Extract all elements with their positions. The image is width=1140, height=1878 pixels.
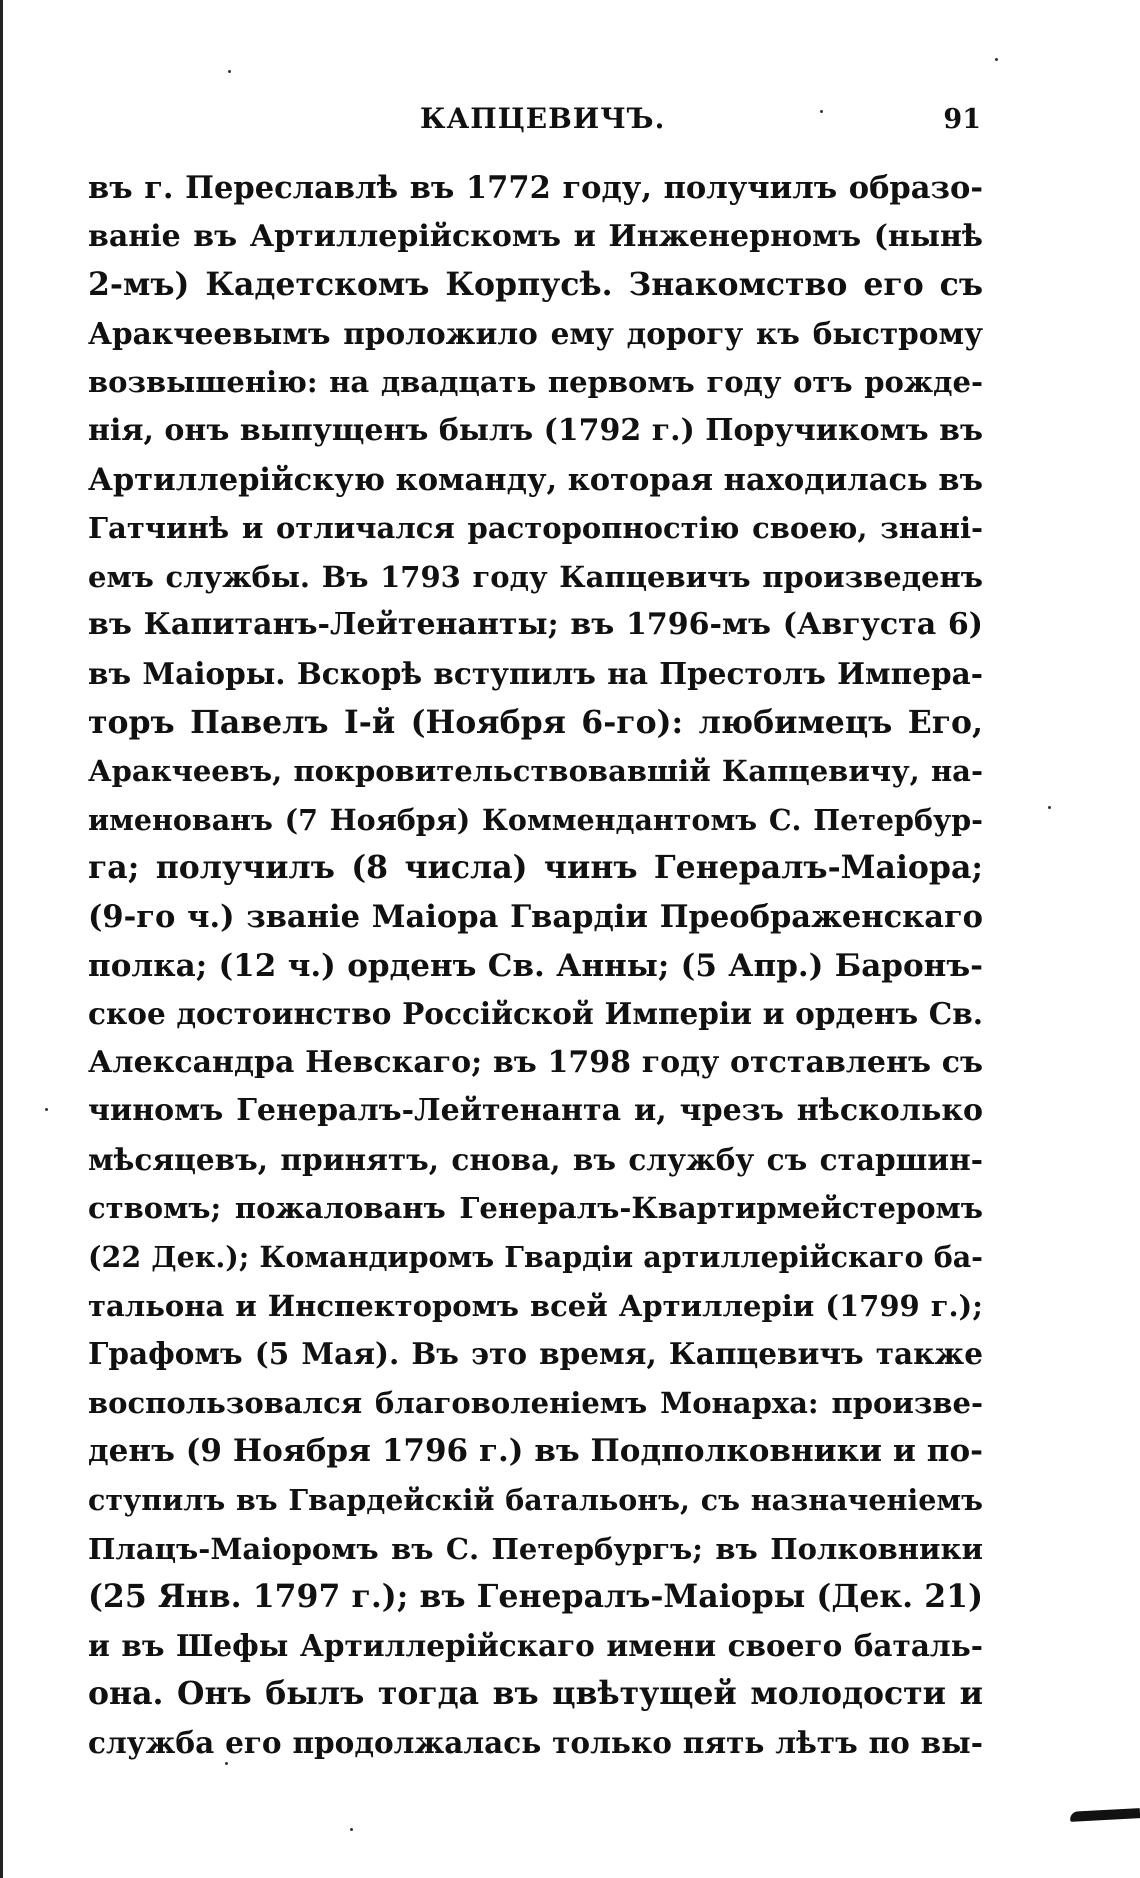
text-line: нія, онъ выпущенъ былъ (1792 г.) Поручикомъ въ: [88, 412, 983, 448]
scan-speck: [820, 110, 823, 113]
page-header: [85, 102, 985, 146]
text-line: воспользовался благоволеніемъ Монарха: произве-: [88, 1385, 983, 1420]
text-line: ступилъ въ Гвардейскій батальонъ, съ назначеніемъ: [88, 1483, 983, 1518]
text-line: возвышенію: на двадцать первомъ году отъ рожде-: [88, 365, 983, 400]
text-line: ствомъ; пожалованъ Генералъ-Квартирмейстеромъ: [88, 1191, 983, 1226]
text-line: въ Капитанъ-Лейтенанты; въ 1796-мъ (Августа 6): [88, 607, 983, 643]
text-line: именованъ (7 Ноября) Коммендантомъ С. Петербур-: [88, 802, 983, 837]
scan-speck: [1048, 806, 1051, 809]
text-line: (22 Дек.); Командиромъ Гвардіи артиллерійскаго ба-: [88, 1240, 983, 1275]
text-line: (9-го ч.) званіе Маіора Гвардіи Преображенскаго: [88, 898, 983, 935]
text-line: торъ Павелъ I-й (Ноября 6-го): любимецъ Его,: [88, 703, 983, 741]
scan-speck: [995, 58, 998, 61]
text-line: Плацъ-Маіоромъ въ С. Петербургъ; въ Полковники: [88, 1531, 983, 1566]
text-line: емъ службы. Въ 1793 году Капцевичъ произведенъ: [88, 559, 983, 594]
text-line: Аракчеевымъ проложило ему дорогу къ быстрому: [88, 315, 983, 351]
text-line: денъ (9 Ноября 1796 г.) въ Подполковники и по-: [88, 1433, 983, 1470]
body-text: [88, 164, 983, 1768]
text-line: Графомъ (5 Мая). Въ это время, Капцевичъ также: [88, 1336, 983, 1372]
text-line: ваніе въ Артиллерійскомъ и Инженерномъ (нынѣ: [88, 218, 983, 254]
text-line: Гатчинѣ и отличался расторопностію своею, знані-: [88, 511, 983, 546]
text-line: 2-мъ) Кадетскомъ Корпусѣ. Знакомство его съ: [88, 266, 983, 304]
scan-speck: [45, 1108, 48, 1111]
text-line: полка; (12 ч.) орденъ Св. Анны; (5 Апр.) Баронъ-: [88, 947, 983, 984]
page-number: 91: [943, 104, 981, 135]
text-line: Александра Невскаго; въ 1798 году отставленъ съ: [88, 1044, 983, 1080]
text-line: и въ Шефы Артиллерійскаго имени своего баталь-: [88, 1627, 983, 1663]
text-line: въ г. Переславлѣ въ 1772 году, получилъ образо-: [88, 170, 983, 206]
text-line: мѣсяцевъ, принятъ, снова, въ службу съ старшин-: [88, 1141, 983, 1177]
text-line: га; получилъ (8 числа) чинъ Генералъ-Маіора;: [88, 849, 983, 887]
text-line: въ Маіоры. Вскорѣ вступилъ на Престолъ Импера-: [88, 655, 983, 691]
text-line: она. Онъ былъ тогда въ цвѣтущей молодости и: [88, 1675, 983, 1713]
text-line: ское достоинство Россійской Имперіи и орденъ Св.: [88, 996, 983, 1032]
text-line: тальона и Инспекторомъ всей Артиллеріи (1799 г.);: [88, 1288, 983, 1323]
scan-corner-mark: [1070, 1808, 1140, 1822]
text-line: (25 Янв. 1797 г.); въ Генералъ-Маіоры (Дек. 21): [88, 1578, 983, 1616]
text-line: Аракчеевъ, покровительствовавшій Капцевичу, на-: [88, 754, 983, 789]
page-edge-shadow: [0, 0, 3, 1878]
scan-speck: [350, 1828, 353, 1831]
text-line: чиномъ Генералъ-Лейтенанта и, чрезъ нѣсколько: [88, 1093, 983, 1129]
text-line: служба его продолжалась только пять лѣтъ по вы-: [88, 1725, 983, 1760]
scan-speck: [228, 70, 231, 73]
text-line: Артиллерійскую команду, которая находилась въ: [88, 461, 983, 498]
running-head: КАПЦЕВИЧЪ.: [420, 102, 666, 135]
scan-speck: [225, 1762, 228, 1765]
